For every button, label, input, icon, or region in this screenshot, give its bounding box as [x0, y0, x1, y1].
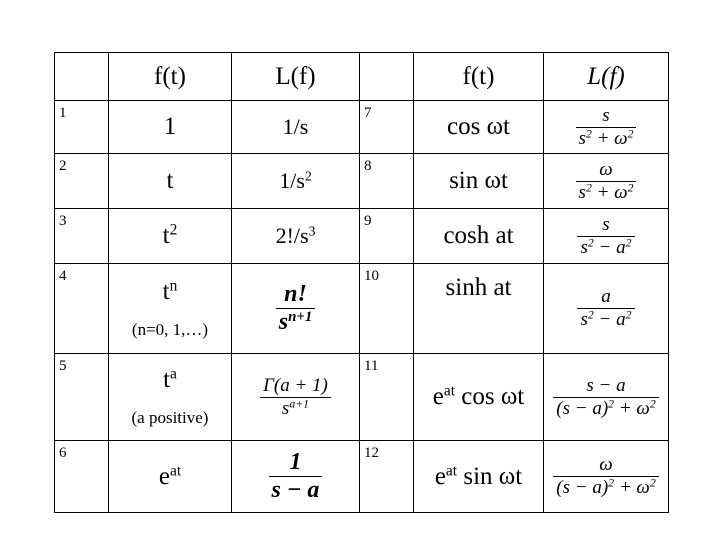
- numerator: s: [602, 104, 610, 126]
- lf-cell: $1/s^2$: [232, 154, 360, 209]
- table-row: [55, 264, 669, 354]
- lf-cell: [232, 264, 360, 354]
- condition-note: (a positive): [131, 408, 209, 427]
- ft-cell: 1: [109, 101, 232, 154]
- table-row: [55, 441, 669, 513]
- denominator: $s^2 - a^2$: [577, 308, 634, 331]
- header-blank-cell-2: [360, 53, 414, 101]
- ft-cell: $e^{at}$: [109, 441, 232, 513]
- lf-cell: [232, 441, 360, 513]
- denominator: $s^2 + \omega^2$: [576, 127, 637, 150]
- header-lf-1: L(f): [232, 53, 360, 101]
- entry-number: 3: [55, 209, 109, 264]
- ft-cell: sinh at: [414, 264, 544, 354]
- numerator: Γ(a + 1): [263, 374, 328, 396]
- table-row: [55, 154, 669, 209]
- fraction: [276, 281, 316, 336]
- entry-number: 11: [360, 354, 414, 441]
- ft-cell: $t^n$ (n=0, 1,…): [109, 264, 232, 354]
- fraction: [553, 454, 658, 499]
- lf-cell: [544, 101, 669, 154]
- laplace-transform-table: [54, 52, 669, 513]
- lf-cell: 1/s: [232, 101, 360, 154]
- table-row: [55, 354, 669, 441]
- lf-cell: [544, 264, 669, 354]
- numerator: ω: [599, 454, 613, 475]
- header-lf-2: L(f): [544, 53, 669, 101]
- numerator: s: [602, 213, 610, 235]
- entry-number: 2: [55, 154, 109, 209]
- denominator: $(s - a)^2 + \omega^2$: [553, 397, 658, 420]
- numerator: n!: [284, 281, 307, 307]
- condition-note: (n=0, 1,…): [131, 319, 209, 339]
- entry-number: 6: [55, 441, 109, 513]
- entry-number: 10: [360, 264, 414, 354]
- lf-cell: [544, 354, 669, 441]
- entry-number: 12: [360, 441, 414, 513]
- numerator: ω: [599, 158, 613, 180]
- denominator: $s^2 + \omega^2$: [576, 181, 637, 204]
- numerator: 1: [289, 449, 302, 475]
- denominator: $s^2 - a^2$: [577, 236, 634, 259]
- fraction: [577, 286, 634, 331]
- lf-cell: [544, 441, 669, 513]
- lf-cell: [544, 154, 669, 209]
- entry-number: 5: [55, 354, 109, 441]
- entry-number: 7: [360, 101, 414, 154]
- lf-cell: $2!/s^3$: [232, 209, 360, 264]
- ft-cell: $e^{at}$ sin ωt: [414, 441, 544, 513]
- entry-number: 9: [360, 209, 414, 264]
- header-ft-2: f(t): [414, 53, 544, 101]
- denominator: $s^{a+1}$: [260, 397, 331, 420]
- lf-cell: [232, 354, 360, 441]
- table-row: [55, 209, 669, 264]
- header-row: [55, 53, 669, 101]
- ft-cell: $t^2$: [109, 209, 232, 264]
- denominator: s − a: [269, 476, 323, 504]
- ft-cell: sin ωt: [414, 154, 544, 209]
- header-blank-cell: [55, 53, 109, 101]
- ft-cell: t: [109, 154, 232, 209]
- numerator: s − a: [586, 374, 626, 396]
- ft-cell: cosh at: [414, 209, 544, 264]
- lf-cell: [544, 209, 669, 264]
- fraction: [576, 105, 637, 150]
- denominator: $s^{n+1}$: [276, 308, 316, 336]
- entry-number: 4: [55, 264, 109, 354]
- entry-number: 8: [360, 154, 414, 209]
- fraction: [577, 214, 634, 259]
- fraction: [576, 159, 637, 204]
- ft-cell: $e^{at}$ cos ωt: [414, 354, 544, 441]
- numerator: a: [601, 286, 611, 307]
- entry-number: 1: [55, 101, 109, 154]
- ft-cell: $t^a$ (a positive): [109, 354, 232, 441]
- fraction: [260, 375, 331, 420]
- table-row: [55, 101, 669, 154]
- header-ft-1: f(t): [109, 53, 232, 101]
- denominator: $(s - a)^2 + \omega^2$: [553, 476, 658, 499]
- fraction: [269, 449, 323, 504]
- fraction: [553, 375, 658, 420]
- ft-cell: cos ωt: [414, 101, 544, 154]
